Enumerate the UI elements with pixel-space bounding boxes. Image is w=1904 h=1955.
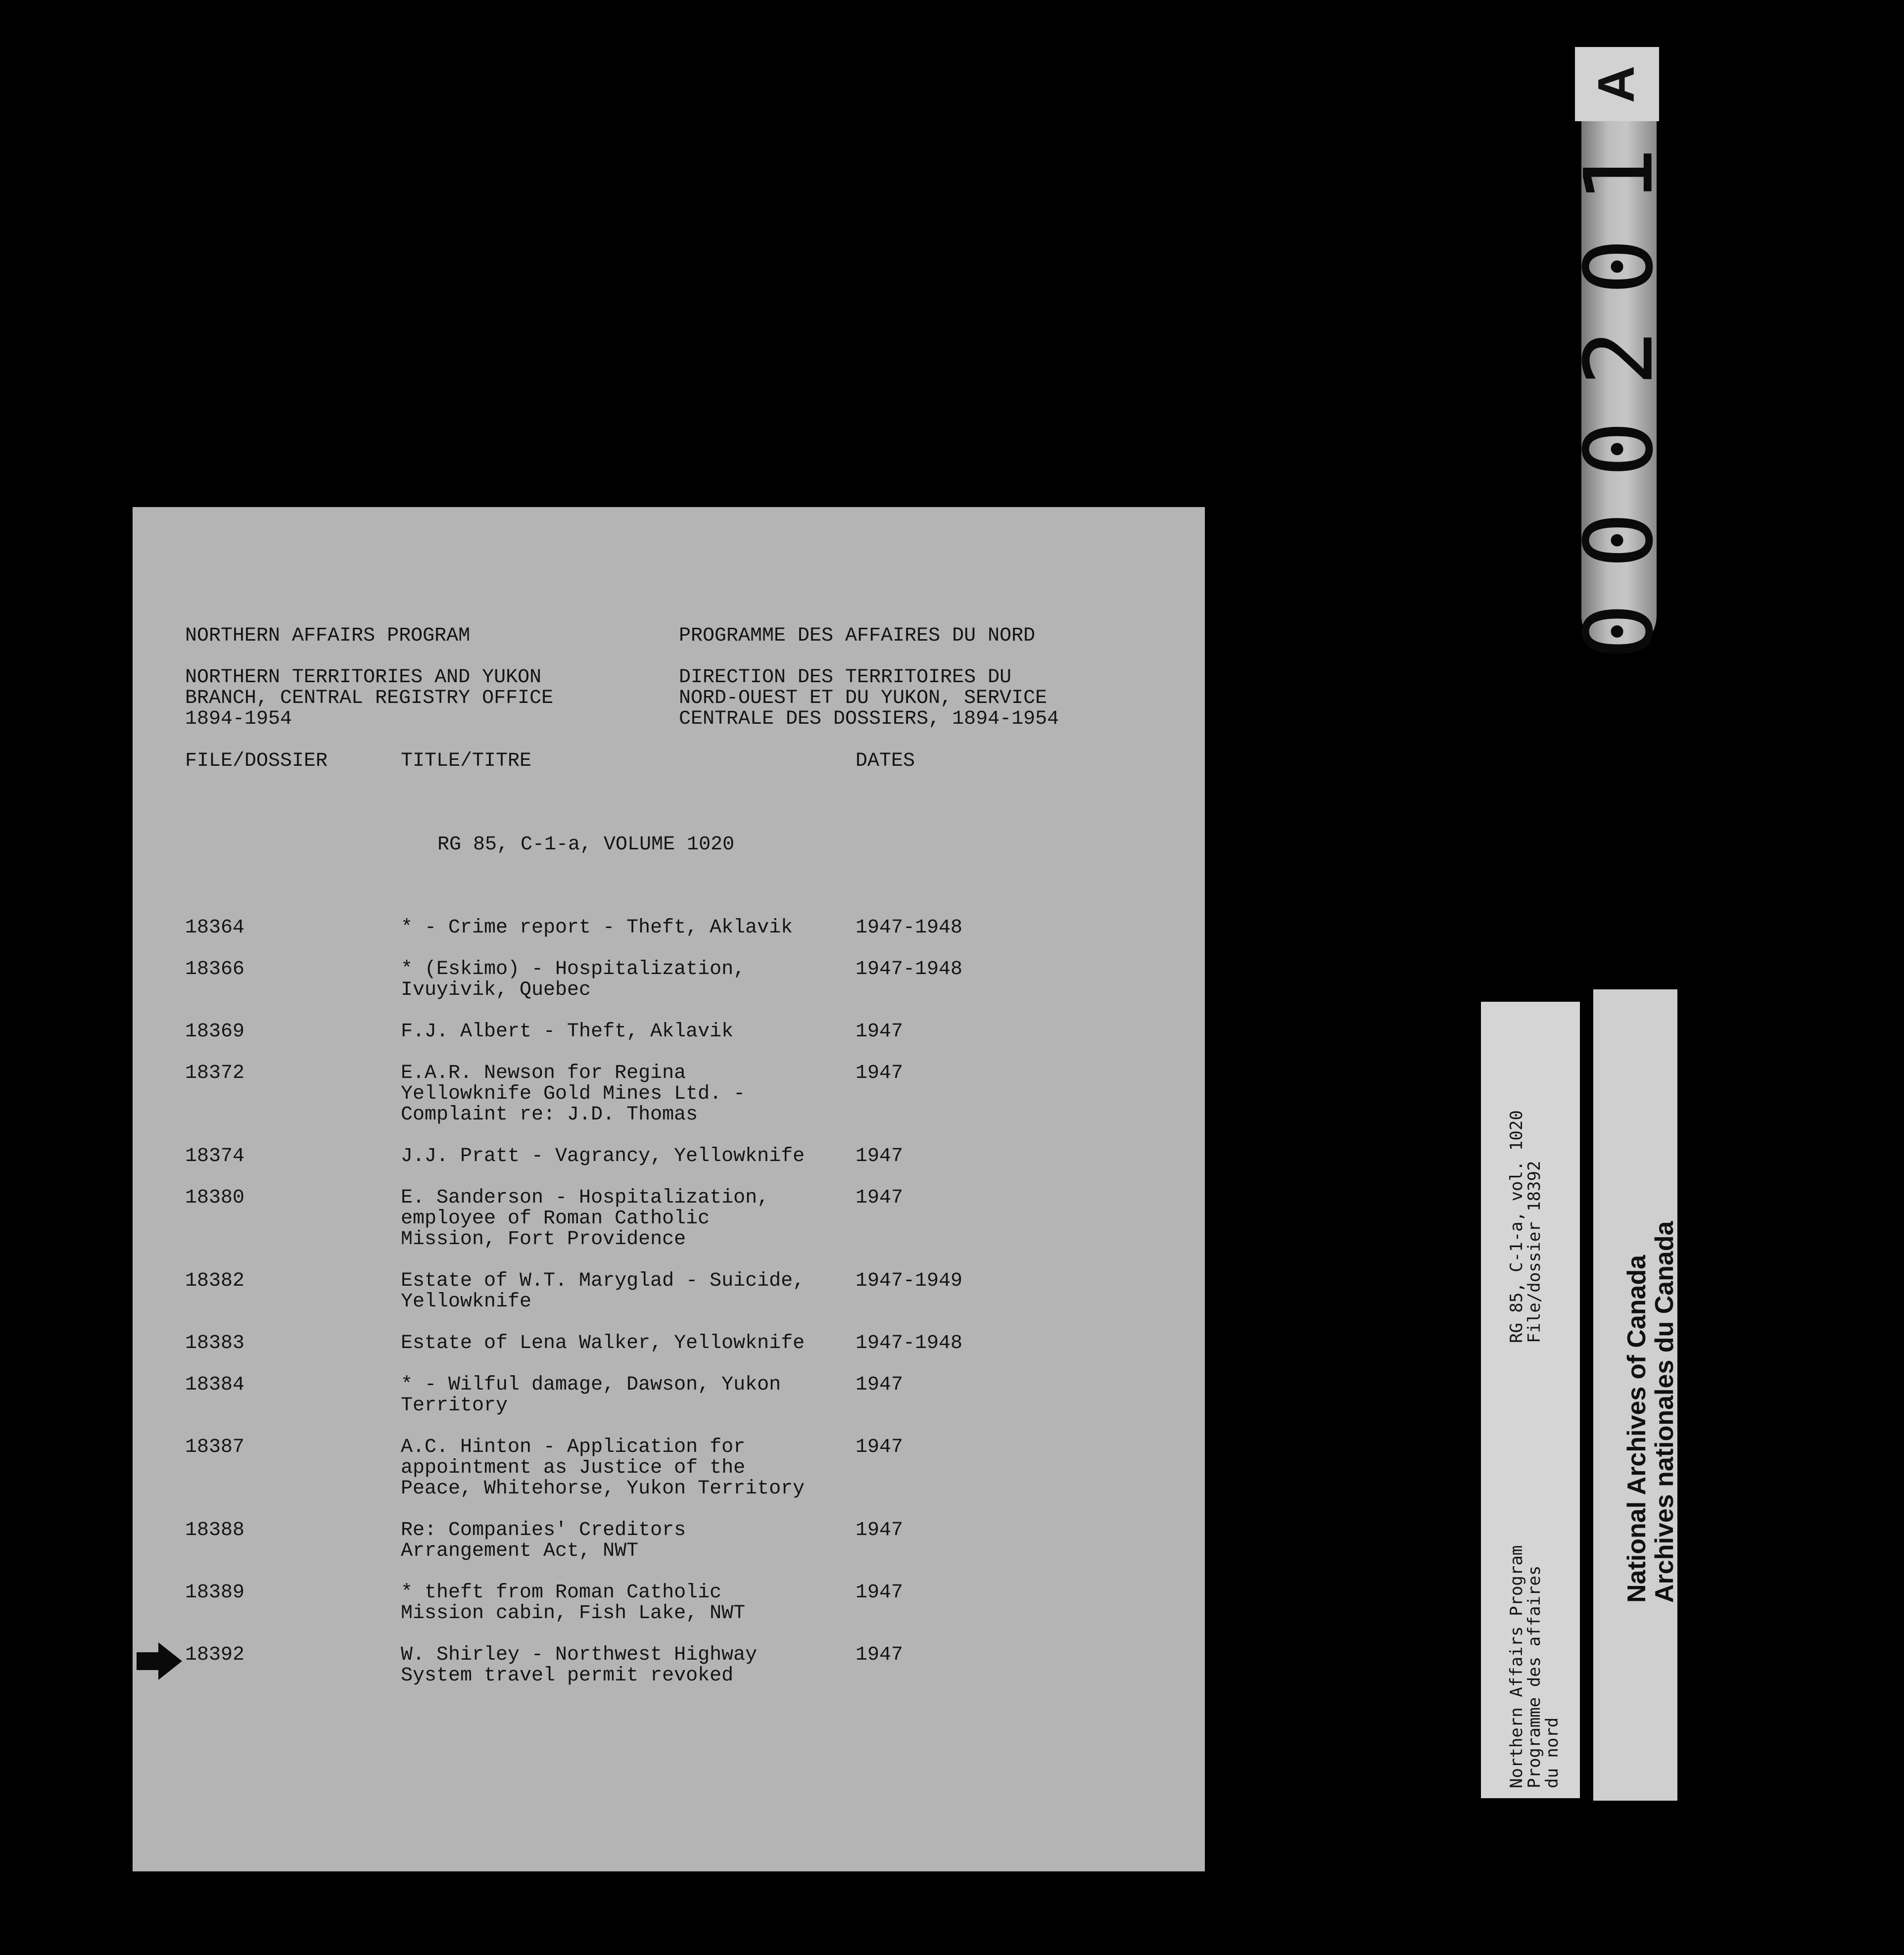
- entry-file: 18384: [185, 1374, 245, 1396]
- entry-title: Estate of Lena Walker, Yellowknife: [401, 1332, 805, 1354]
- header-right-line4: CENTRALE DES DOSSIERS, 1894-1954: [679, 708, 1059, 730]
- entry-dates: 1947-1948: [856, 917, 963, 939]
- entry-dates: 1947-1948: [856, 958, 963, 980]
- entry-dates: 1947: [856, 1145, 904, 1167]
- header-left-title: NORTHERN AFFAIRS PROGRAM: [185, 625, 471, 647]
- entry-dates: 1947: [856, 1436, 904, 1458]
- entry-file: 18382: [185, 1270, 245, 1292]
- column-header-file: FILE/DOSSIER: [185, 750, 328, 772]
- header-left-line2: NORTHERN TERRITORIES AND YUKON: [185, 666, 542, 689]
- entry-dates: 1947: [856, 1374, 904, 1396]
- entry-file: 18366: [185, 958, 245, 980]
- arrow-right-icon: [137, 1642, 182, 1680]
- header-right-title: PROGRAMME DES AFFAIRES DU NORD: [679, 625, 1036, 647]
- entry-title: A.C. Hinton - Application for appointment as Justice of the Peace, Whitehorse, Yukon Territory: [401, 1436, 805, 1500]
- header-right-line3: NORD-OUEST ET DU YUKON, SERVICE: [679, 687, 1047, 709]
- entry-dates: 1947: [856, 1187, 904, 1209]
- entry-file: 18387: [185, 1436, 245, 1458]
- column-header-title: TITLE/TITRE: [401, 750, 532, 772]
- entry-title: J.J. Pratt - Vagrancy, Yellowknife: [401, 1145, 805, 1167]
- entry-title: * - Wilful damage, Dawson, Yukon Territory: [401, 1374, 781, 1417]
- institution-card: [1593, 989, 1677, 1801]
- program-label: Northern Affairs Program Programme des affaires du nord: [1507, 1545, 1562, 1788]
- entry-file: 18392: [185, 1644, 245, 1666]
- entry-title: W. Shirley - Northwest Highway System travel permit revoked: [401, 1644, 758, 1687]
- frame-letter: A: [1588, 65, 1646, 103]
- entry-file: 18383: [185, 1332, 245, 1354]
- entry-dates: 1947: [856, 1582, 904, 1604]
- frame-number-strip: [1564, 112, 1674, 660]
- frame-letter-label: [1575, 47, 1659, 121]
- entry-dates: 1947: [856, 1021, 904, 1043]
- entry-title: * - Crime report - Theft, Aklavik: [401, 917, 793, 939]
- entry-dates: 1947-1948: [856, 1332, 963, 1354]
- entry-dates: 1947-1949: [856, 1270, 963, 1292]
- entry-file: 18374: [185, 1145, 245, 1167]
- entry-title: * (Eskimo) - Hospitalization, Ivuyivik, Quebec: [401, 958, 746, 1001]
- entry-title: E.A.R. Newson for Regina Yellowknife Gold Mines Ltd. - Complaint re: J.D. Thomas: [401, 1062, 746, 1126]
- entry-dates: 1947: [856, 1519, 904, 1541]
- frame-number: 000201: [1564, 112, 1674, 660]
- entry-dates: 1947: [856, 1644, 904, 1666]
- entry-title: Estate of W.T. Maryglad - Suicide, Yellowknife: [401, 1270, 805, 1313]
- entry-title: Re: Companies' Creditors Arrangement Act, NWT: [401, 1519, 686, 1562]
- entry-title: E. Sanderson - Hospitalization, employee of Roman Catholic Mission, Fort Providence: [401, 1187, 769, 1251]
- entry-file: 18369: [185, 1021, 245, 1043]
- document-page: [133, 507, 1205, 1871]
- institution-name: National Archives of Canada Archives nationales du Canada: [1622, 1221, 1679, 1603]
- volume-heading: RG 85, C-1-a, VOLUME 1020: [437, 834, 735, 856]
- header-right-line2: DIRECTION DES TERRITOIRES DU: [679, 666, 1012, 689]
- file-reference-card: [1481, 1002, 1580, 1798]
- column-header-dates: DATES: [856, 750, 915, 772]
- entry-file: 18364: [185, 917, 245, 939]
- entry-file: 18372: [185, 1062, 245, 1084]
- header-left-line4: 1894-1954: [185, 708, 292, 730]
- entry-title: F.J. Albert - Theft, Aklavik: [401, 1021, 734, 1043]
- entry-file: 18380: [185, 1187, 245, 1209]
- entry-dates: 1947: [856, 1062, 904, 1084]
- entry-file: 18388: [185, 1519, 245, 1541]
- entry-title: * theft from Roman Catholic Mission cabin, Fish Lake, NWT: [401, 1582, 746, 1625]
- entry-file: 18389: [185, 1582, 245, 1604]
- reference-label: RG 85, C-1-a, vol. 1020 File/dossier 18392: [1507, 1110, 1544, 1343]
- header-left-line3: BRANCH, CENTRAL REGISTRY OFFICE: [185, 687, 554, 709]
